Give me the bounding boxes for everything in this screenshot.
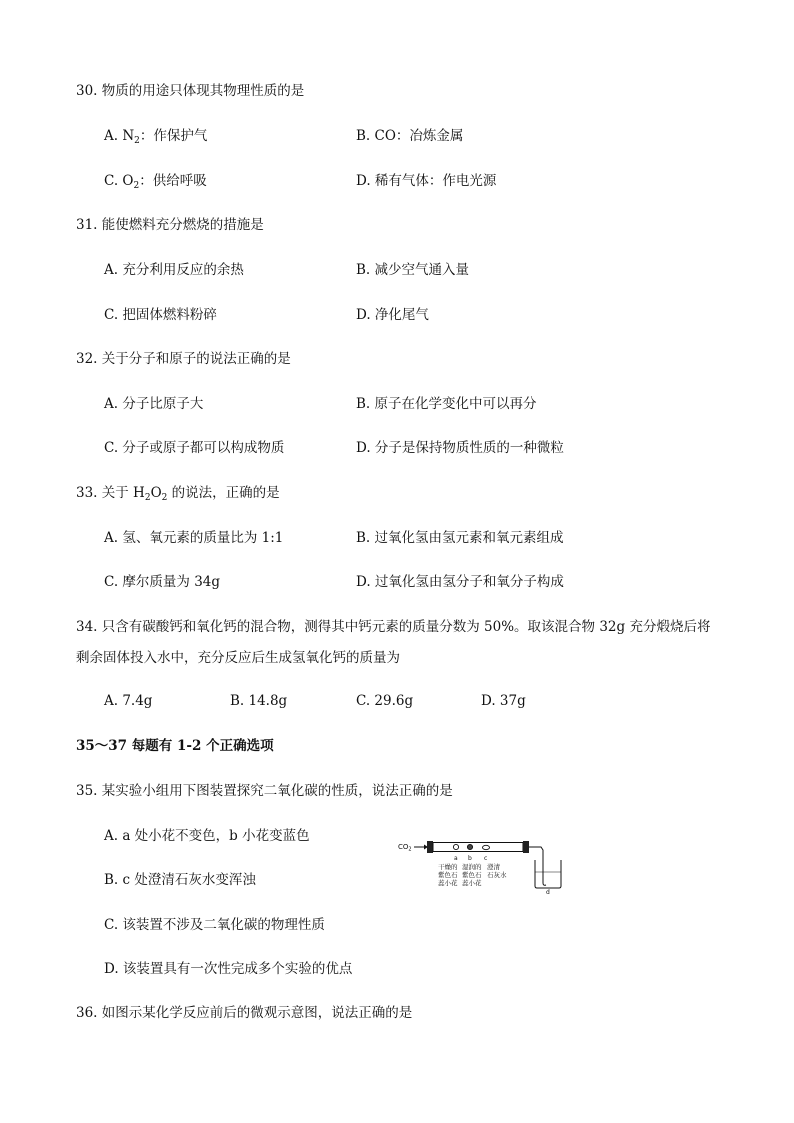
q35-apparatus-figure xyxy=(396,836,566,894)
q34-stem-line2: 剩余固体投入水中，充分反应后生成氢氧化钙的质量为 xyxy=(76,650,400,666)
q31-option-c: C. 把固体燃料粉碎 xyxy=(104,307,217,323)
caption-c-2: 石灰水 xyxy=(487,871,507,879)
dry-flower-a xyxy=(453,844,458,849)
co2-label: $CO_2$ xyxy=(398,843,412,853)
q32-option-a: A. 分子比原子大 xyxy=(104,396,204,412)
q35-stem: 35. 某实验小组用下图装置探究二氧化碳的性质，说法正确的是 xyxy=(76,783,453,799)
q35-option-c: C. 该装置不涉及二氧化碳的物理性质 xyxy=(104,917,325,933)
q34-option-d: D. 37g xyxy=(481,693,526,709)
section-note: 35～37 每题有 1-2 个正确选项 xyxy=(76,738,274,754)
label-a: a xyxy=(454,855,458,862)
q34-option-b: B. 14.8g xyxy=(230,693,288,709)
caption-b-3: 蕊小花 xyxy=(462,879,482,887)
q30-option-a: A. $N_2$：作保护气 xyxy=(104,128,208,146)
q35-option-b: B. c 处澄清石灰水变浑浊 xyxy=(104,872,256,888)
q30-stem: 30. 物质的用途只体现其物理性质的是 xyxy=(76,83,305,99)
label-b: b xyxy=(468,855,472,862)
q35-option-d: D. 该装置具有一次性完成多个实验的优点 xyxy=(104,961,353,977)
q30-option-b: B. CO：冶炼金属 xyxy=(356,128,464,144)
q35-option-a: A. a 处小花不变色，b 小花变蓝色 xyxy=(104,828,310,844)
q31-option-d: D. 净化尾气 xyxy=(356,307,429,323)
caption-a-1: 干燥的 xyxy=(438,863,458,871)
outlet-tube xyxy=(529,847,543,883)
q32-option-c: C. 分子或原子都可以构成物质 xyxy=(104,440,285,456)
outlet-tip xyxy=(543,883,546,885)
q33-option-d: D. 过氧化氢由氢分子和氧分子构成 xyxy=(356,574,564,590)
limewater-c xyxy=(483,845,490,849)
q34-stem-line1: 34. 只含有碳酸钙和氧化钙的混合物，测得其中钙元素的质量分数为 50%。取该混合物 32g 充分煅烧后将 xyxy=(76,619,711,635)
right-stopper xyxy=(523,841,529,853)
q30-option-d: D. 稀有气体：作电光源 xyxy=(356,173,497,189)
left-stopper xyxy=(427,841,433,853)
label-d: d xyxy=(546,889,550,894)
q31-stem: 31. 能使燃料充分燃烧的措施是 xyxy=(76,217,264,233)
caption-b-1: 湿润的 xyxy=(462,863,482,871)
q33-option-a: A. 氢、氧元素的质量比为 1:1 xyxy=(104,530,284,546)
q33-stem: 33. 关于 $H_2O_2$ 的说法，正确的是 xyxy=(76,485,280,503)
q31-option-a: A. 充分利用反应的余热 xyxy=(104,262,244,278)
q33-option-c: C. 摩尔质量为 34g xyxy=(104,574,221,590)
caption-a-2: 紫色石 xyxy=(438,871,458,879)
label-c: c xyxy=(484,855,488,862)
q33-option-b: B. 过氧化氢由氢元素和氧元素组成 xyxy=(356,530,564,546)
wet-flower-b xyxy=(467,844,472,849)
q32-option-d: D. 分子是保持物质性质的一种微粒 xyxy=(356,440,564,456)
q31-option-b: B. 减少空气通入量 xyxy=(356,262,470,278)
q30-option-c: C. $O_2$：供给呼吸 xyxy=(104,173,207,191)
q34-option-a: A. 7.4g xyxy=(104,693,153,709)
caption-b-2: 紫色石 xyxy=(462,871,482,879)
q32-stem: 32. 关于分子和原子的说法正确的是 xyxy=(76,351,291,367)
caption-c-1: 澄清 xyxy=(487,863,500,871)
glass-tube xyxy=(433,843,523,852)
beaker-d xyxy=(535,860,561,888)
q34-option-c: C. 29.6g xyxy=(356,693,414,709)
q36-stem: 36. 如图示某化学反应前后的微观示意图，说法正确的是 xyxy=(76,1005,413,1021)
caption-a-3: 蕊小花 xyxy=(438,879,458,887)
q32-option-b: B. 原子在化学变化中可以再分 xyxy=(356,396,537,412)
